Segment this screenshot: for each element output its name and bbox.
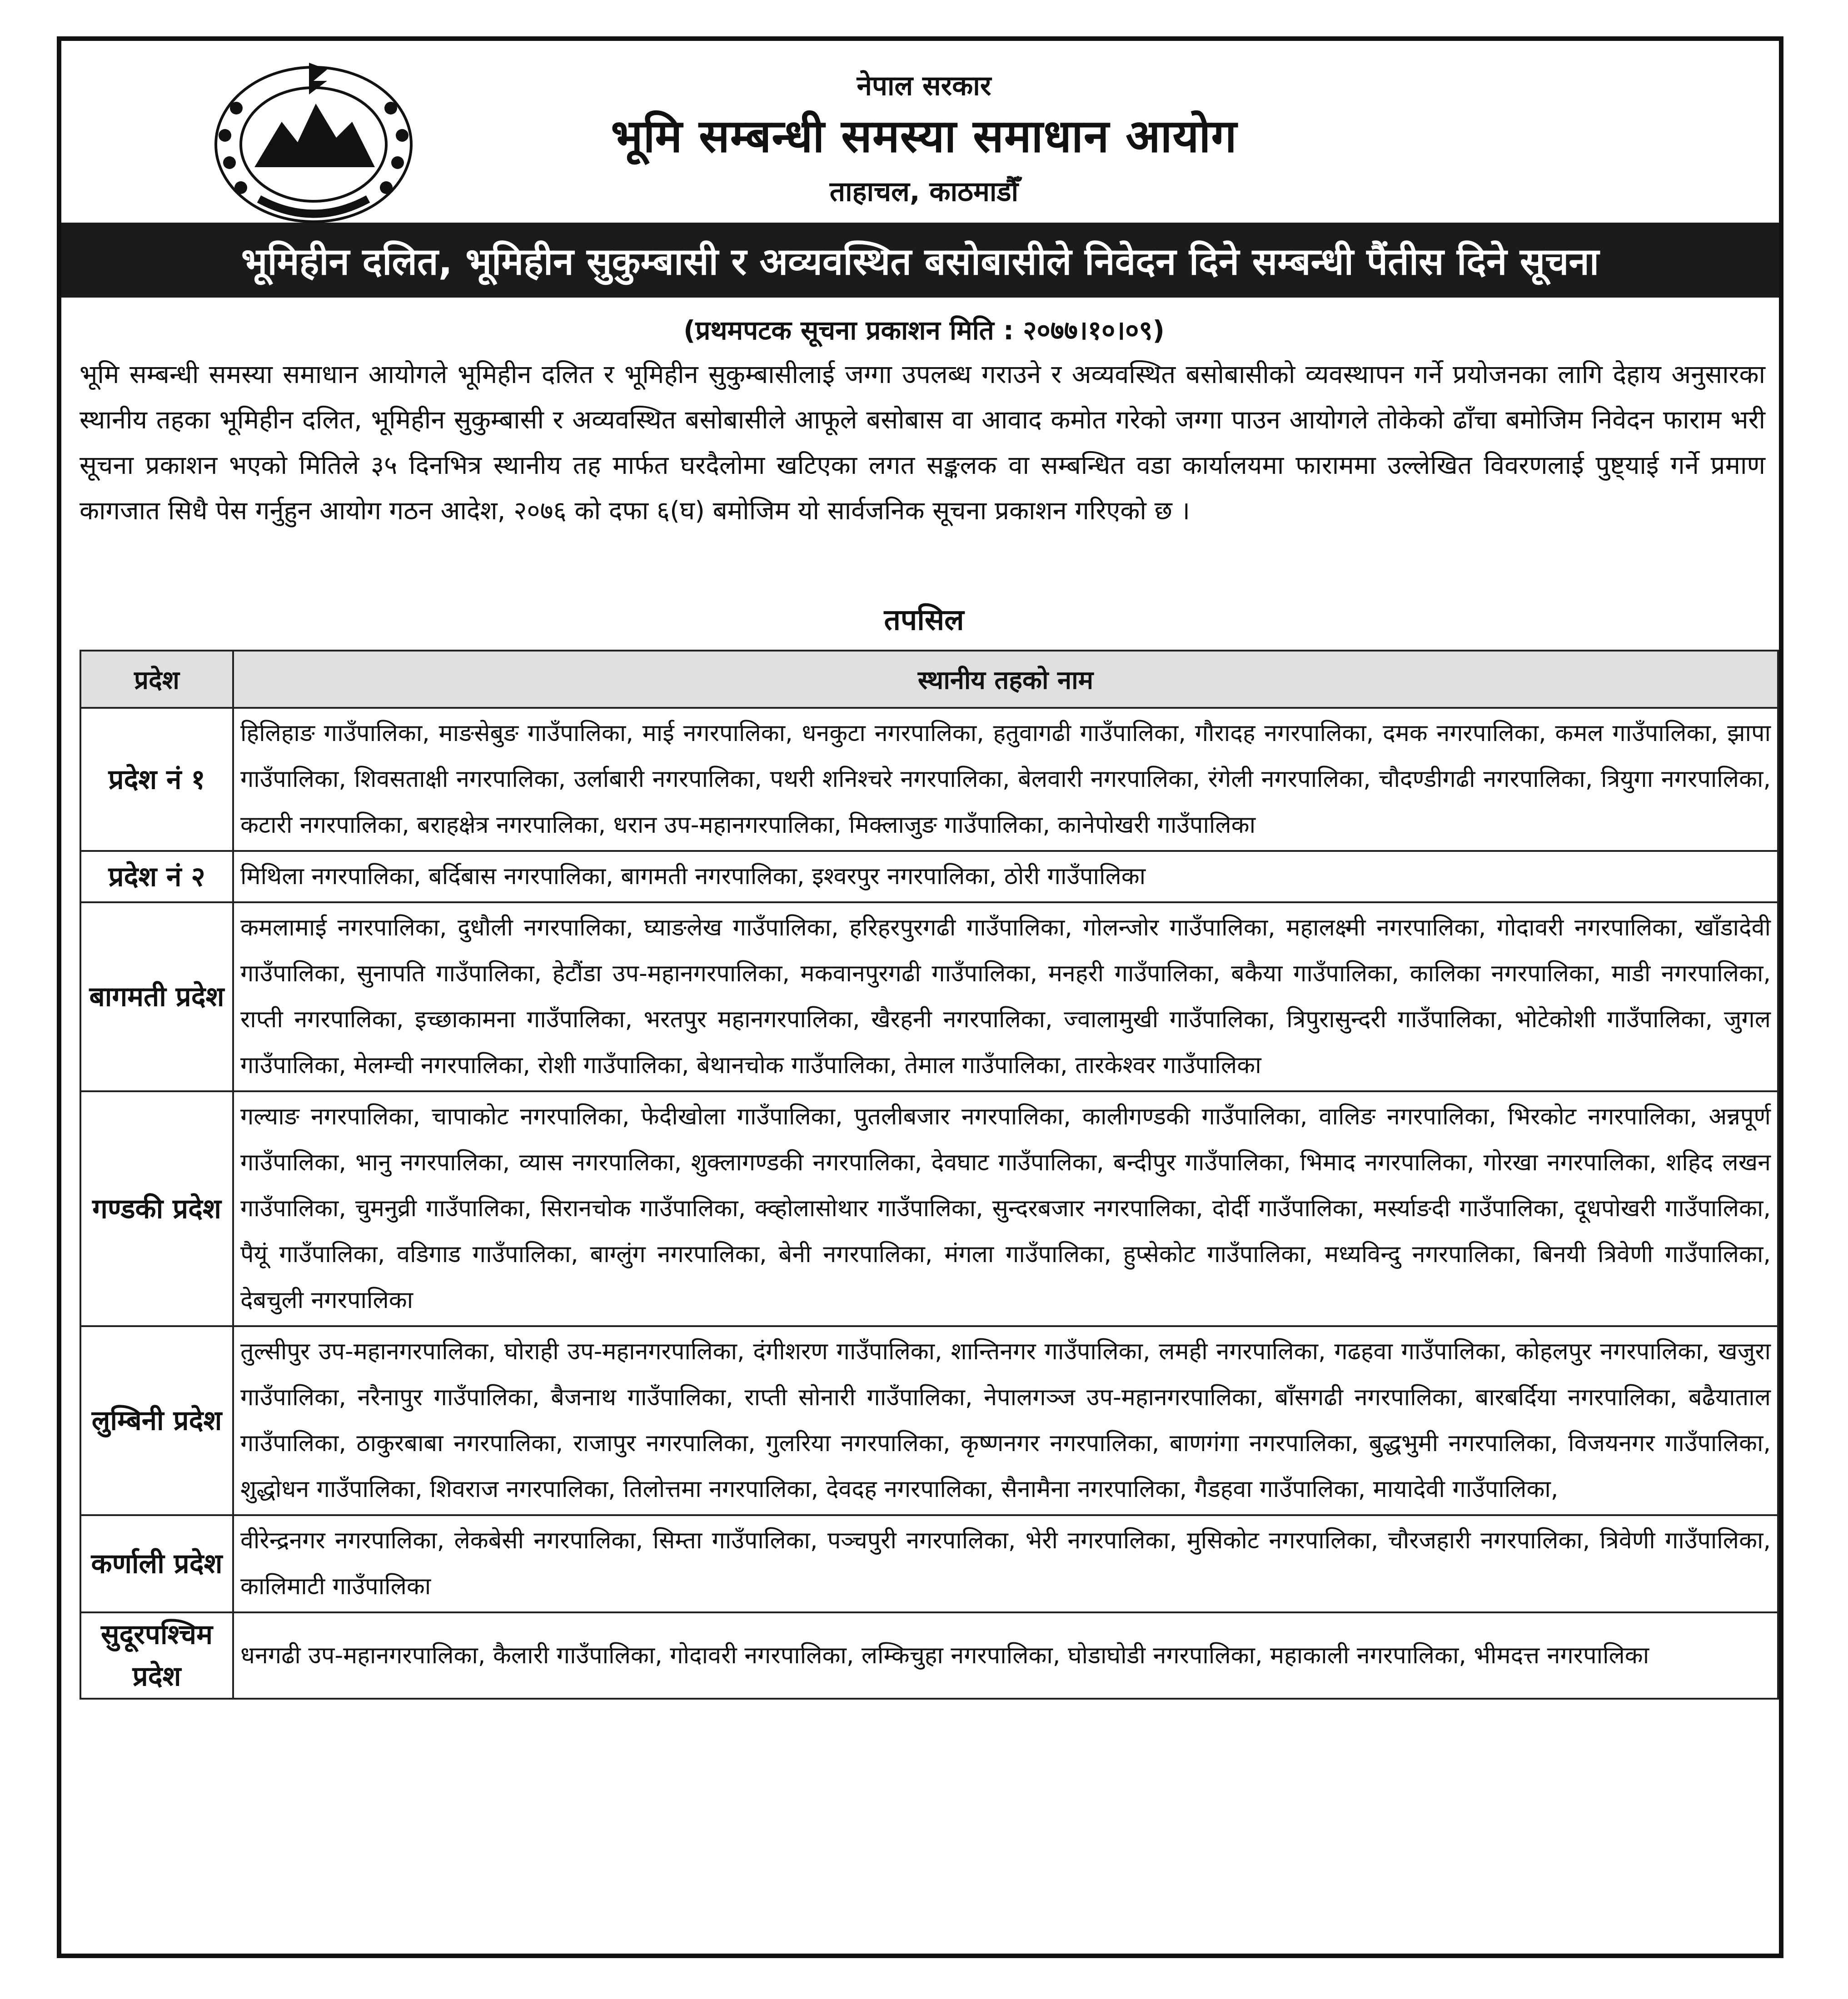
details-heading: तपसिल bbox=[884, 603, 964, 637]
column-header-province: प्रदेश bbox=[80, 651, 233, 708]
table-row bbox=[80, 708, 1778, 851]
local-levels-cell: गल्याङ नगरपालिका, चापाकोट नगरपालिका, फेदीखोला गाउँपालिका, पुतलीबजार नगरपालिका, कालीगण्डकी गाउँपालिका, वालिङ नगरपालिका, भिरकोट नगरपालिका, अन्नपूर्ण गाउँपालिका, भानु नगरपालिका, व्यास नगरपालिका, शुक्लागण्डकी नगरपालिका, देवघाट गाउँपालिका, बन्दीपुर गाउँपालिका, भिमाद नगरपालिका, गोरखा नगरपालिका, शहिद लखन गाउँपालिका, चुमनुव्री गाउँपालिका, सिरानचोक गाउँपालिका, क्व्होलासोथार गाउँपालिका, सुन्दरबजार नगरपालिका, दोर्दी गाउँपालिका, मर्स्याङदी गाउँपालिका, दूधपोखरी गाउँपालिका, पैयूं गाउँपालिका, वडिगाड गाउँपालिका, बाग्लुंग नगरपालिका, बेनी नगरपालिका, मंगला गाउँपालिका, हुप्सेकोट गाउँपालिका, मध्यविन्दु नगरपालिका, बिनयी त्रिवेणी गाउँपालिका, देबचुली नगरपालिका bbox=[233, 1091, 1778, 1326]
province-cell: प्रदेश नं १ bbox=[80, 708, 233, 851]
notice-title-bar bbox=[61, 223, 1779, 298]
local-levels-table bbox=[80, 650, 1779, 1700]
local-levels-cell: हिलिहाङ गाउँपालिका, माङसेबुङ गाउँपालिका, माई नगरपालिका, धनकुटा नगरपालिका, हतुवागढी गाउँपालिका, गौरादह नगरपालिका, दमक नगरपालिका, कमल गाउँपालिका, झापा गाउँपालिका, शिवसताक्षी नगरपालिका, उर्लाबारी नगरपालिका, पथरी शनिश्चरे नगरपालिका, बेलवारी नगरपालिका, रंगेली नगरपालिका, चौदण्डीगढी नगरपालिका, त्रियुगा नगरपालिका, कटारी नगरपालिका, बराहक्षेत्र नगरपालिका, धरान उप-महानगरपालिका, मिक्लाजुङ गाउँपालिका, कानेपोखरी गाउँपालिका bbox=[233, 708, 1778, 851]
local-levels-cell: वीरेन्द्रनगर नगरपालिका, लेकबेसी नगरपालिका, सिम्ता गाउँपालिका, पञ्चपुरी नगरपालिका, भेरी नगरपालिका, मुसिकोट नगरपालिका, चौरजहारी नगरपालिका, त्रिवेणी गाउँपालिका, कालिमाटी गाउँपालिका bbox=[233, 1515, 1778, 1612]
province-cell: लुम्बिनी प्रदेश bbox=[80, 1326, 233, 1515]
local-levels-cell: कमलामाई नगरपालिका, दुधौली नगरपालिका, घ्याङलेख गाउँपालिका, हरिहरपुरगढी गाउँपालिका, गोलन्जोर गाउँपालिका, महालक्ष्मी नगरपालिका, गोदावरी नगरपालिका, खाँडादेवी गाउँपालिका, सुनापति गाउँपालिका, हेटौंडा उप-महानगरपालिका, मकवानपुरगढी गाउँपालिका, मनहरी गाउँपालिका, बकैया गाउँपालिका, कालिका नगरपालिका, माडी नगरपालिका, राप्ती नगरपालिका, इच्छाकामना गाउँपालिका, भरतपुर महानगरपालिका, खैरहनी नगरपालिका, ज्वालामुखी गाउँपालिका, त्रिपुरासुन्दरी गाउँपालिका, भोटेकोशी गाउँपालिका, जुगल गाउँपालिका, मेलम्ची नगरपालिका, रोशी गाउँपालिका, बेथानचोक गाउँपालिका, तेमाल गाउँपालिका, तारकेश्वर गाउँपालिका bbox=[233, 902, 1778, 1091]
province-cell: प्रदेश नं २ bbox=[80, 851, 233, 902]
table-row bbox=[80, 1091, 1778, 1326]
government-name: नेपाल सरकार bbox=[857, 70, 991, 102]
table-row bbox=[80, 851, 1778, 902]
column-header-local-levels: स्थानीय तहको नाम bbox=[233, 651, 1778, 708]
province-cell: गण्डकी प्रदेश bbox=[80, 1091, 233, 1326]
table-row bbox=[80, 902, 1778, 1091]
local-levels-cell: धनगढी उप-महानगरपालिका, कैलारी गाउँपालिका, गोदावरी नगरपालिका, लम्किचुहा नगरपालिका, घोडाघोडी नगरपालिका, महाकाली नगरपालिका, भीमदत्त नगरपालिका bbox=[233, 1612, 1778, 1699]
table-row bbox=[80, 1326, 1778, 1515]
province-cell: बागमती प्रदेश bbox=[80, 902, 233, 1091]
notice-title: भूमिहीन दलित, भूमिहीन सुकुम्बासी र अव्यवस्थित बसोबासीले निवेदन दिने सम्बन्धी पैंतीस दिने सूचना bbox=[241, 240, 1599, 283]
commission-name: भूमि सम्बन्धी समस्या समाधान आयोग bbox=[611, 109, 1237, 163]
local-levels-cell: तुल्सीपुर उप-महानगरपालिका, घोराही उप-महानगरपालिका, दंगीशरण गाउँपालिका, शान्तिनगर गाउँपालिका, लमही नगरपालिका, गढहवा गाउँपालिका, कोहलपुर नगरपालिका, खजुरा गाउँपालिका, नरैनापुर गाउँपालिका, बैजनाथ गाउँपालिका, राप्ती सोनारी गाउँपालिका, नेपालगञ्ज उप-महानगरपालिका, बाँसगढी नगरपालिका, बारबर्दिया नगरपालिका, बढैयाताल गाउँपालिका, ठाकुरबाबा नगरपालिका, राजापुर नगरपालिका, गुलरिया नगरपालिका, कृष्णनगर नगरपालिका, बाणगंगा नगरपालिका, बुद्धभुमी नगरपालिका, विजयनगर गाउँपालिका, शुद्धोधन गाउँपालिका, शिवराज नगरपालिका, तिलोत्तमा नगरपालिका, देवदह नगरपालिका, सैनामैना नगरपालिका, गैडहवा गाउँपालिका, मायादेवी गाउँपालिका, bbox=[233, 1326, 1778, 1515]
table-row bbox=[80, 1612, 1778, 1699]
province-cell: कर्णाली प्रदेश bbox=[80, 1515, 233, 1612]
table-header-row bbox=[80, 651, 1778, 708]
notice-body: भूमि सम्बन्धी समस्या समाधान आयोगले भूमिहीन दलित र भूमिहीन सुकुम्बासीलाई जग्गा उपलब्ध गराउने र अव्यवस्थित बसोबासीको व्यवस्थापन गर्ने प्रयोजनका लागि देहाय अनुसारका स्थानीय तहका भूमिहीन दलित, भूमिहीन सुकुम्बासी र अव्यवस्थित बसोबासीले आफूले बसोबास वा आवाद कमोत गरेको जग्गा पाउन आयोगले तोकेको ढाँचा बमोजिम निवेदन फाराम भरी सूचना प्रकाशन भएको मितिले ३५ दिनभित्र स्थानीय तह मार्फत घरदैलोमा खटिएका लगत सङ्कलक वा सम्बन्धित वडा कार्यालयमा फाराममा उल्लेखित विवरणलाई पुष्ट्याई गर्ने प्रमाण कागजात सिधै पेस गर्नुहुन आयोग गठन आदेश, २०७६ को दफा ६(घ) बमोजिम यो सार्वजनिक सूचना प्रकाशन गरिएको छ । bbox=[80, 360, 1765, 526]
local-levels-cell: मिथिला नगरपालिका, बर्दिबास नगरपालिका, बागमती नगरपालिका, इश्वरपुर नगरपालिका, ठोरी गाउँपालिका bbox=[233, 851, 1778, 902]
table-row bbox=[80, 1515, 1778, 1612]
commission-address: ताहाचल, काठमाडौँ bbox=[829, 176, 1019, 208]
province-cell: सुदूरपश्चिम प्रदेश bbox=[80, 1612, 233, 1699]
publication-date: (प्रथमपटक सूचना प्रकाशन मिति : २०७७।१०।०९) bbox=[683, 315, 1165, 346]
